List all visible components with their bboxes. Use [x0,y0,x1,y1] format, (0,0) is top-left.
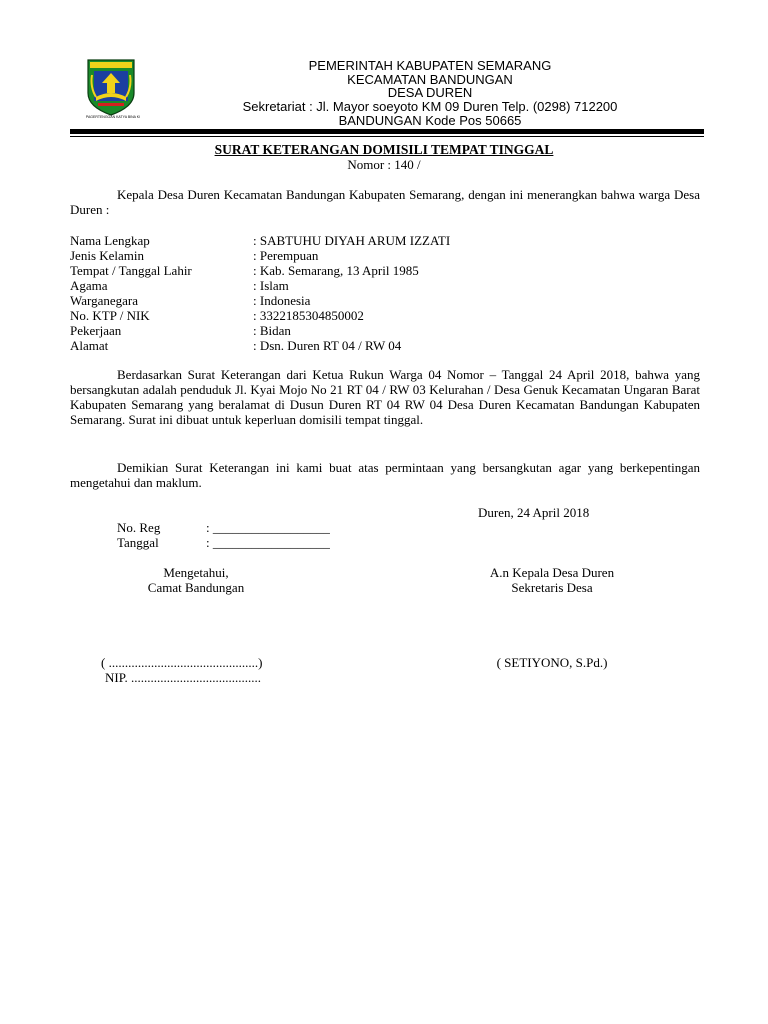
closing-paragraph: Demikian Surat Keterangan ini kami buat atas permintaan yang bersangkutan agar yang berkepentingan mengetahui dan maklum. [70,460,700,490]
no-reg-value: : __________________ [206,520,330,535]
logo-motto: PAGERTENGGAN KATYA BINA KI [85,115,141,119]
field-label: Warganegara [70,293,139,308]
field-value: : Islam [253,278,289,293]
right-sign-line1: A.n Kepala Desa Duren [489,565,615,580]
field-label: Agama [70,278,108,293]
field-label: Alamat [70,338,109,353]
kop-address: Sekretariat : Jl. Mayor soeyoto KM 09 Duren Telp. (0298) 712200 [242,99,618,114]
letter-number: Nomor : 140 / [347,157,421,172]
field-label: Pekerjaan [70,323,122,338]
header-rule-thick [70,129,704,134]
header-rule-thin [70,136,704,137]
right-sign-name: ( SETIYONO, S.Pd.) [496,655,608,670]
kop-postal: BANDUNGAN Kode Pos 50665 [338,113,522,128]
field-value: : Indonesia [253,293,311,308]
left-sign-line2: Camat Bandungan [147,580,245,595]
kop-line-3: DESA DUREN [387,85,473,100]
field-label: Jenis Kelamin [70,248,145,263]
place-date: Duren, 24 April 2018 [478,505,590,520]
tanggal-value: : __________________ [206,535,330,550]
field-value: : Perempuan [253,248,319,263]
field-label: No. KTP / NIK [70,308,150,323]
intro-paragraph: Kepala Desa Duren Kecamatan Bandungan Kabupaten Semarang, dengan ini menerangkan bahwa warga Desa Duren : [70,187,700,217]
kop-line-2: KECAMATAN BANDUNGAN [347,72,513,87]
right-sign-line2: Sekretaris Desa [511,580,593,595]
field-label: Tempat / Tanggal Lahir [70,263,192,278]
left-sign-line1: Mengetahui, [163,565,229,580]
field-value: : Bidan [253,323,291,338]
body-paragraph: Berdasarkan Surat Keterangan dari Ketua Rukun Warga 04 Nomor – Tanggal 24 April 2018, bahwa yang bersangkutan adalah penduduk Jl. Kyai Mojo No 21 RT 04 / RW 03 Kelurahan / Desa Genuk Kecamatan Ungaran Barat Kabupaten Semarang yang beralamat di Dusun Duren RT 04 RW 04 Desa Duren Kecamatan Bandungan Kabupaten Semarang. Surat ini dibuat untuk keperluan domisili tempat tinggal. [70,367,700,427]
regency-logo [76,57,146,123]
kop-line-1: PEMERINTAH KABUPATEN SEMARANG [308,58,552,73]
field-value: : SABTUHU DIYAH ARUM IZZATI [253,233,451,248]
field-label: Nama Lengkap [70,233,150,248]
left-sign-name: ( ..............................................) [101,655,263,670]
tanggal-label: Tanggal [117,535,159,550]
no-reg-label: No. Reg [117,520,161,535]
letter-title: SURAT KETERANGAN DOMISILI TEMPAT TINGGAL [214,142,554,157]
field-value: : Kab. Semarang, 13 April 1985 [253,263,419,278]
field-value: : 3322185304850002 [253,308,364,323]
field-value: : Dsn. Duren RT 04 / RW 04 [253,338,402,353]
left-sign-nip: NIP. ........................................ [105,670,262,685]
